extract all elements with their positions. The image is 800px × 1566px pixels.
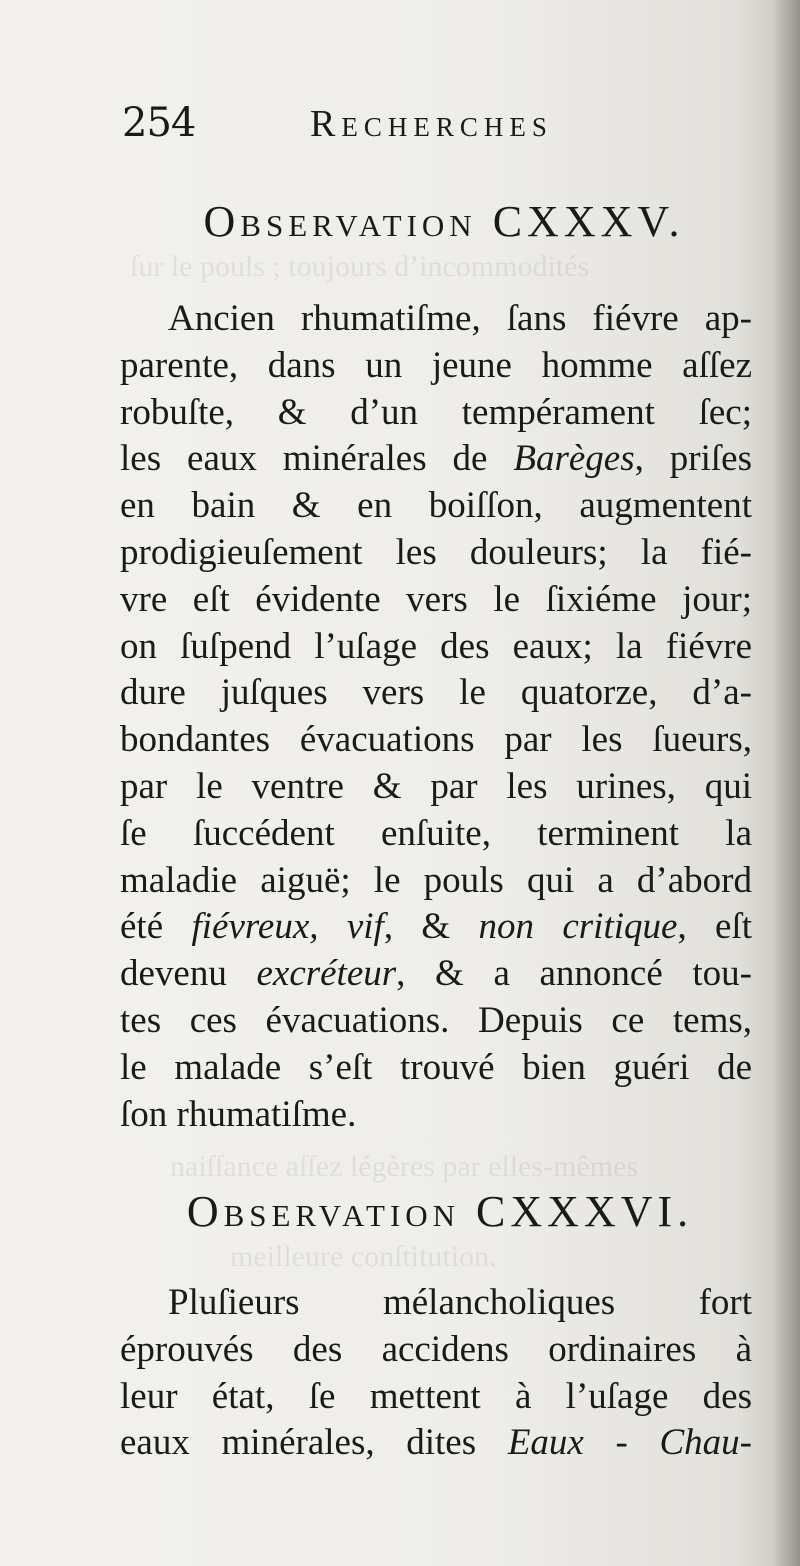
- text-run: , eſt: [677, 906, 753, 948]
- text-line: [120, 904, 752, 951]
- running-title: Recherches: [310, 103, 553, 145]
- text-run: eaux minérales, dites: [120, 1422, 508, 1464]
- text-line: ſon rhumatiſme.: [120, 1093, 357, 1135]
- text-line: bondantes évacuations par les ſueurs,: [120, 719, 752, 761]
- text-line: dure juſques vers le quatorze, d’a-: [120, 672, 752, 714]
- text-line: éprouvés des accidens ordinaires à: [120, 1328, 752, 1370]
- text-line: leur état, ſe mettent à l’uſage des: [120, 1375, 752, 1417]
- text-run: , & a annoncé tou-: [396, 953, 752, 995]
- page-number: 254: [122, 100, 196, 146]
- italic-term: fiévreux, vif: [191, 906, 384, 948]
- text-line: parente, dans un jeune homme aſſez: [120, 344, 752, 386]
- text-line: [120, 436, 752, 483]
- italic-term: Eaux - Chau-: [507, 1422, 752, 1464]
- text-run: devenu: [120, 953, 257, 995]
- text-run: été: [120, 906, 192, 948]
- text-line: Ancien rhumatiſme, ſans fiévre ap-: [168, 298, 752, 339]
- text-run: les eaux minérales de: [120, 438, 514, 480]
- italic-term: excréteur: [256, 953, 397, 995]
- text-line: en bain & en boiſſon, augmentent: [120, 485, 752, 527]
- text-line: robuſte, & d’un tempérament ſec;: [120, 391, 752, 433]
- italic-term: non critique: [478, 906, 678, 948]
- text-line: le malade s’eſt trouvé bien guéri de: [120, 1046, 752, 1088]
- text-run: , priſes: [634, 438, 752, 480]
- text-line: ſe ſuccédent enſuite, terminent la: [120, 812, 752, 854]
- running-head: [122, 100, 642, 160]
- show-through-text: naiſſance aſſez légères par elles-mêmes: [170, 1150, 639, 1183]
- show-through-text: meilleure conſtitution.: [230, 1240, 497, 1273]
- text-line: maladie aiguë; le pouls qui a d’abord: [120, 859, 752, 901]
- text-line: par le ventre & par les urines, qui: [120, 765, 752, 807]
- text-run: , &: [383, 906, 479, 948]
- observation-135-text: [120, 296, 752, 1138]
- italic-term: Barèges: [513, 438, 635, 480]
- observation-136-heading: Observation CXXXVI.: [186, 1187, 694, 1236]
- text-line: tes ces évacuations. Depuis ce tems,: [120, 999, 752, 1041]
- text-line: [120, 1420, 752, 1467]
- text-line: prodigieuſement les douleurs; la fié-: [120, 531, 752, 573]
- observation-136-text: [120, 1280, 752, 1467]
- show-through-text: ſur le pouls ; toujours d’incommodités: [130, 250, 590, 283]
- text-line: on ſuſpend l’uſage des eaux; la fiévre: [120, 625, 752, 667]
- observation-135-heading: Observation CXXXV.: [203, 197, 685, 246]
- text-line: vre eſt évidente vers le ſixiéme jour;: [120, 578, 752, 620]
- text-line: Pluſieurs mélancholiques fort: [168, 1282, 752, 1323]
- text-line: [120, 951, 752, 998]
